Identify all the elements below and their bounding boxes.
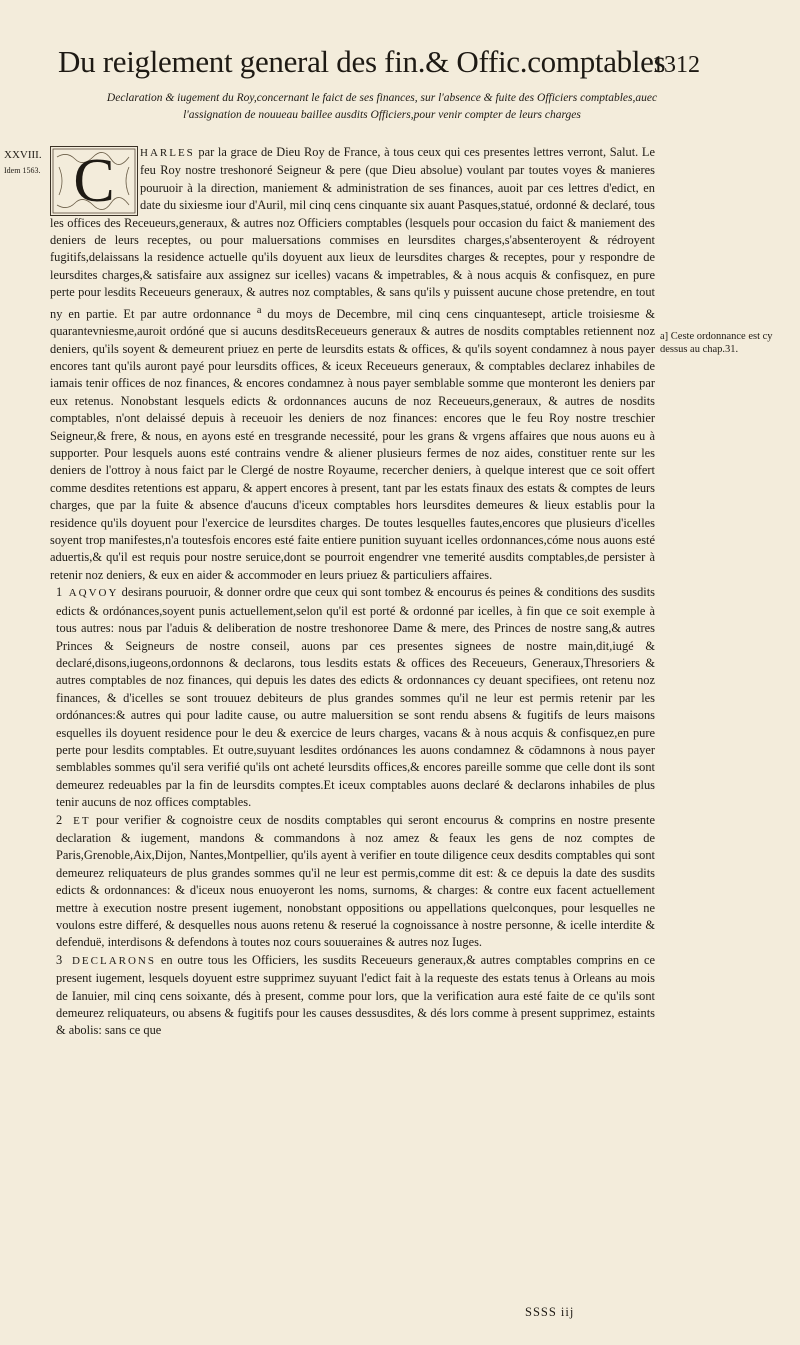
paragraph-number: 3 xyxy=(56,952,63,967)
paragraph-number: 1 xyxy=(56,585,63,600)
signature-mark: SSSS iij xyxy=(525,1305,575,1319)
paragraph-text: par la grace de Dieu Roy de France, à tous ceux qui ces presentes lettres verront, Salut. Le feu Roy nostre treshonoré Seigneur & pere (que Dieu absolue) voulant par toutes voyes & manieres pouruoir à la direction, maniement & administration de ses finances, auoit par ces lettres d'edict, en date du sixiesme iour d'Auril, mil cinq cens cinquante six auant Pasques,statué, ordonné & declaré, tous les offices des Receueurs,generaux, & autres noz Officiers comptables (lesquels pour occasion du faict & maniement des deniers de leurs receptes, ou pour maluersations commises en leursdites charges,s'absenteroyent & rédroyent fugitifs,delaissans la residence actuelle qu'ils doyuent aux lieux de leursdites charges & receptes, pour y respondre de leursdites charges,& satisfaire aux assignez sur icelles) vacans & impetrables, & à nous acquis & confisquez, en pure perte pour lesdits Receueurs generaux, & autres noz comptables, & sans qu'ils y puissent aucune chose pretendre, en tout ny en partie. Et par autre ordonnance xyxy=(50,145,655,321)
paragraph-text: pour verifier & cognoistre ceux de nosdits comptables qui seront encourus & comprins en nostre presente declaration & iugement, mandons & commandons à noz amez & feaux les gens de noz comptes de Paris,Grenoble,Aix,Dijon, Nantes,Montpellier, qu'ils ayent à verifier en toute diligence ceux desdits comptables qui sont demeurez reliquateurs de plus grandes sommes qu'il ne leur est permis,comme dit est: & ce depuis la date des susdits edicts & ordonnances: & d'iceux nous enuoyeront les noms, surnoms, & charges: & contre eux facent actuellement mettre à execution nostre present iugement, nonobstant oppositions ou appellations quelconques, pour lesquelles ne voulons estre differé, & desquelles nous auons retenu & reserué la cognoissance à nostre personne, & icelle interdite & defenduë, interdisons & defendons à toutes noz cours souueraines & autres noz Iuges. xyxy=(56,812,655,950)
right-margin-note: a] Ceste ordonnance est cy dessus au chap.31. xyxy=(660,331,773,355)
paragraph-lead: HARLES xyxy=(140,147,195,159)
paragraph-3 xyxy=(50,952,655,1040)
paragraph-2 xyxy=(50,812,655,952)
section-number: XXVIII. xyxy=(4,149,42,161)
left-margin-note xyxy=(4,148,44,178)
running-head-title: Du reiglement general des fin.& Offic.comptables xyxy=(58,44,666,79)
body-text xyxy=(50,144,655,1294)
paragraph-preamble xyxy=(50,144,655,584)
decorated-initial xyxy=(50,146,138,216)
paragraph-number: 2 xyxy=(56,812,63,827)
paragraph-lead: AQVOY xyxy=(68,587,119,600)
note-reference: a xyxy=(256,304,262,316)
paragraph-lead: DECLARONS xyxy=(71,954,156,967)
section-date: Idem 1563. xyxy=(4,166,41,175)
paragraph-text: desirans pouruoir, & donner ordre que ceux qui sont tombez & encourus és peines & conditions des susdits edicts & ordónances,soyent punis actuellement,selon qu'il est porté & ordonné par icelles, à fin que ce soit exemple à tous autres: nous par l'aduis & deliberation de nostre treshonoree Dame & mere, des Princes de nostre sang,& autres Princes & Seigneurs de nostre conseil, auons par ces presentes signees de nostre main,dit,iugé & declaré,disons,iugeons,ordonnons & declarons, tous lesdits estats & offices des Receueurs, Generaux,Thresoriers & autres comptables de noz finances, qui depuis les dates des edicts & ordonnances cy deuant specifiees, ont retenu noz finances, & d'icelles se sont trouuez debiteurs de plus grandes sommes qu'il ne leur est permis retenir par les ordónances:& autres qui pour ladite cause, ou autre maluersition se sont rendu absens & fugitifs de leurs maisons esquelles ils doyuent residence pour le deu & exercice de leurs charges, vacans & à nous acquis & confisquez,en pure perte pour lesdits comptables. Et outre,suyuant lesdites ordónances les auons condamnez & cōdamnons à nous payer semblables sommes qu'il sera verifié qu'ils ont acheté leursdits offices,& encores pareille somme que celle dont ils sont demeurez redeuables par la fin de leursdits comptes.Et iceux comptables auons declaré & declarons inhabiles de plus tenir aucuns de noz offices comptables. xyxy=(56,585,655,810)
paragraph-text: en outre tous les Officiers, les susdits Receueurs generaux,& autres comptables comprins en ce present iugement, lesquels doyuent estre supprimez suyuant l'edict fait à la requeste des estats tenus à Orleans au mois de Ianuier, mil cinq cens soixante, dés à present, comme pour lors, que la verification aura esté faite de ce qu'ils sont demeurez reliquateurs, ou absens & fugitifs pour les causes dessusdites, & dés lors comme à present supprimez, estaints & abolis: sans ce que xyxy=(56,952,655,1038)
initial-letter: C xyxy=(73,147,115,215)
paragraph-lead: ET xyxy=(73,814,91,827)
paragraph-1 xyxy=(50,584,655,811)
paragraph-text: du moys de Decembre, mil cinq cens cinquantesept, article troisiesme & quarantevniesme,auroit ordóné que si aucuns desditsReceueurs generaux & autres de nosdits comptables retiennent noz deniers, qu'ils soyent & demeurent priuez en perte de leursdits estats & offices, & qu'ils soyent condamnez à nous payer encores tant qu'ils auront payé pour leursdits offices, & iceux Receueurs generaux, & comptables declarez inhabiles de iamais tenir offices de noz finances, & encores condamnez à nous payer semblable somme que monteront les deniers par eux retenus. Nonobstant lesquels edicts & ordonnances aucuns de noz Receueurs,generaux, & autres de nosdits comptables, n'ont delaissé depuis à receuoir les deniers de noz finances: encores que le feu Roy nostre treschier Seigneur,& frere, & nous, en ayons esté en tresgrande necessité, pour les grans & vrgens affaires que nous auons eu à supporter. Pour lesquels auons esté contrains vendre & aliener plusieurs fermes de noz aides, constituer rente sur les deniers de l'ottroy à nous faict par le Clergé de nostre Royaume, recercher deniers, à quelque interest que ce soit offert comme desdites retentions est apparu, & appert encores à present, tant par les estats finaux des estats & comptes de leurs charges, que par la fuite & absence d'aucuns d'iceux comptables hors leursdites demeures & lieux establis pour la residence qu'ils doyuent pour l'exercice de leursdites charges. De toutes lesquelles fautes,encores que plusieurs d'icelles soyent trop manifestes,n'a toutesfois encores esté faite entiere punition suyuant icelles ordonnances,cóme nous auons esté aduertis,& qu'il est requis pour nostre seruice,dont se pourroit engendrer vne temerité ausdits comptables,de persister à retenir noz deniers, & eux en aider & accommoder en leurs priuez & particuliers affaires. xyxy=(50,306,655,582)
chapter-subtitle: Declaration & iugement du Roy,concernant le faict de ses finances, sur l'absence & fuite des Officiers comptables,auec l'assignation de nouueau baillee ausdits Officiers,pour venir compter de leurs charges xyxy=(106,92,658,121)
page-number: 1312 xyxy=(652,52,700,78)
